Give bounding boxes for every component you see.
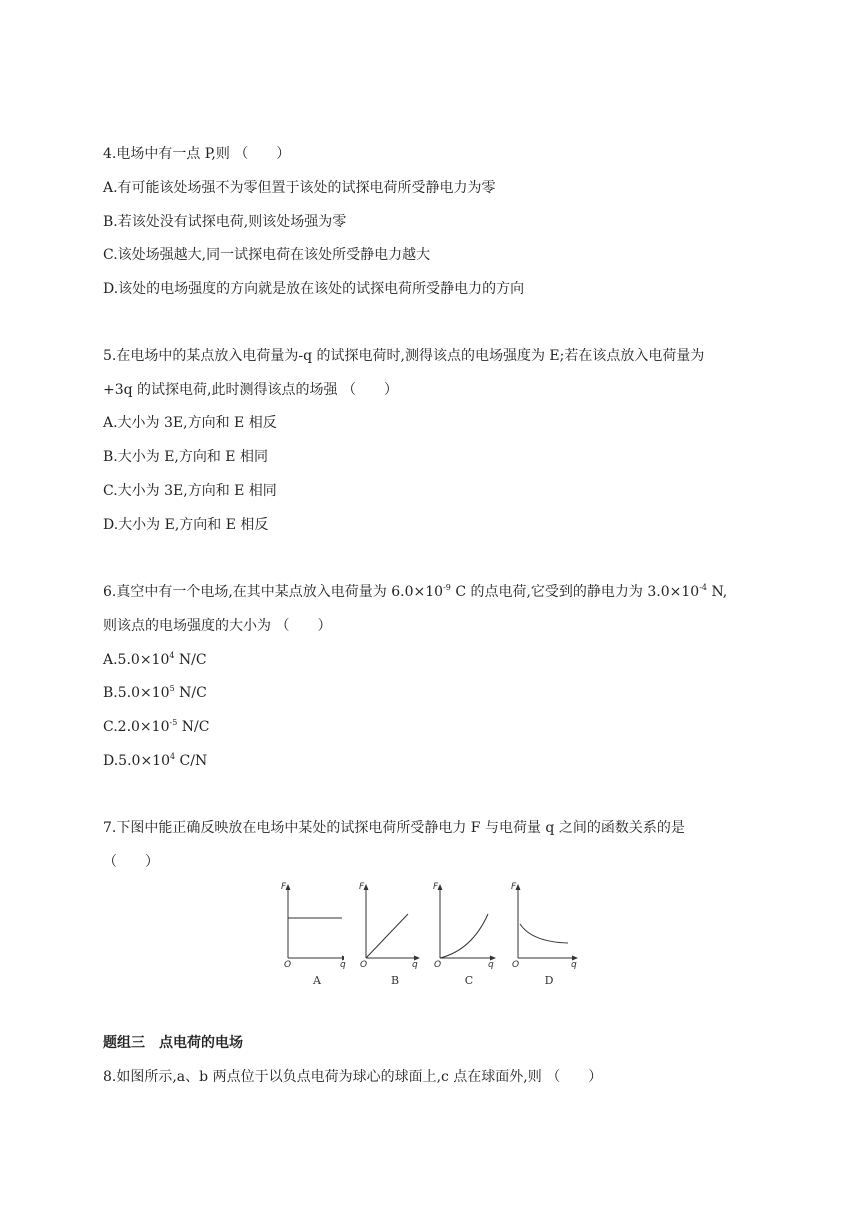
q7-stem-line2: （ ） [103, 854, 159, 870]
q6-option-d: $D.5.0\times 10^4$ C/N [103, 752, 208, 769]
q4-option-d: D.该处的电场强度的方向就是放在该处的试探电荷所受静电力的方向 [103, 281, 525, 297]
graph-c-caption: C [464, 974, 474, 987]
graph-b-y-arrow [364, 884, 369, 890]
graph-a-caption: A [313, 974, 321, 987]
graph-b-x-label: q [412, 960, 418, 970]
graph-d-caption: D [544, 974, 554, 987]
graph-b [348, 876, 422, 994]
graph-b-origin: O [360, 960, 368, 970]
q5-option-a: A.大小为 3E,方向和 E 相反 [103, 415, 277, 431]
graph-c-y-label: F [433, 882, 439, 892]
graph-d [500, 876, 577, 994]
q5-stem-line1: 5.在电场中的某点放入电荷量为-q 的试探电荷时,测得该点的电场强度为 E;若在该点放入电荷量为 [103, 348, 705, 364]
q4-stem: 4.电场中有一点 P,则 （ ） [103, 146, 291, 162]
graph-a-y-arrow [286, 884, 291, 890]
graph-b-y-label: F [359, 882, 365, 892]
q7-graph-figure [270, 876, 590, 994]
graph-d-y-label: F [511, 882, 517, 892]
graph-c [422, 876, 496, 994]
graph-c-origin: O [434, 960, 442, 970]
q5-option-d: D.大小为 E,方向和 E 相反 [103, 517, 269, 533]
graph-a [270, 876, 344, 994]
graph-d-x-label: q [571, 960, 577, 970]
graph-d-origin: O [512, 960, 520, 970]
q6-stem-line2: 则该点的电场强度的大小为 （ ） [103, 618, 332, 634]
q4-option-c: C.该处场强越大,同一试探电荷在该处所受静电力越大 [103, 247, 431, 263]
graph-d-y-arrow [516, 884, 521, 890]
graph-a-y-label: F [281, 882, 287, 892]
q5-option-b: B.大小为 E,方向和 E 相同 [103, 449, 268, 465]
q4-option-b: B.若该处没有试探电荷,则该处场强为零 [103, 214, 347, 230]
graph-b-curve [366, 914, 408, 958]
graph-d-curve [520, 924, 568, 943]
graph-c-curve [440, 914, 488, 958]
q6-option-a: $A.5.0\times 10^4$ N/C [103, 651, 207, 668]
q7-stem-line1: 7.下图中能正确反映放在电场中某处的试探电荷所受静电力 F 与电荷量 q 之间的函数关系的是 [103, 820, 685, 836]
graph-c-y-arrow [438, 884, 443, 890]
q5-option-c: C.大小为 3E,方向和 E 相同 [103, 483, 277, 499]
q4-option-a: A.有可能该处场强不为零但置于该处的试探电荷所受静电力为零 [103, 180, 496, 196]
graph-b-caption: B [390, 974, 400, 987]
graph-c-x-label: q [488, 960, 494, 970]
q5-stem-line2: +3q 的试探电荷,此时测得该点的场强 （ ） [103, 382, 398, 398]
q6-option-c: $C.2.0\times 10^{-5}$ N/C [103, 718, 210, 735]
graph-a-origin: O [284, 960, 292, 970]
section-heading: 题组三 点电荷的电场 [103, 1035, 243, 1051]
graph-a-x-label: q [340, 960, 346, 970]
q6-stem-line1: 6.真空中有一个电场,在其中某点放入电荷量为 $6.0\times 10^{-9}$ C 的点电荷,它受到的静电力为 $3.0\times 10^{-4}$ N, [103, 583, 728, 600]
q6-option-b: $B.5.0\times 10^5$ N/C [103, 684, 207, 701]
q8-stem: 8.如图所示,a、b 两点位于以负点电荷为球心的球面上,c 点在球面外,则 （ ） [103, 1069, 603, 1085]
